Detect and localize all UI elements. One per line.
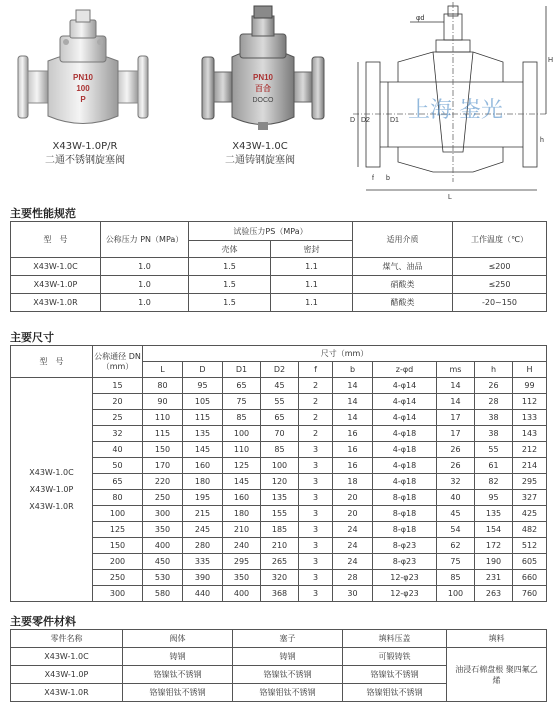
cell: -20~150 (453, 294, 547, 312)
dim-cell: 250 (143, 490, 183, 506)
svg-text:PN10: PN10 (72, 73, 94, 82)
dim-cell: 220 (143, 474, 183, 490)
dim-cell: 145 (183, 442, 223, 458)
dims-col-header: D2 (261, 362, 299, 378)
dim-cell: 4-φ18 (373, 474, 437, 490)
dim-cell: 210 (261, 538, 299, 554)
dim-cell: 400 (223, 586, 261, 602)
cell: X43W-1.0P (11, 276, 101, 294)
dim-cell: 28 (475, 394, 513, 410)
cell: 1.1 (271, 294, 353, 312)
dim-cell: 4-φ18 (373, 426, 437, 442)
materials-table (10, 629, 547, 702)
dim-cell: 482 (513, 522, 547, 538)
dim-cell: 65 (223, 378, 261, 394)
dim-cell: 135 (183, 426, 223, 442)
dim-cell: 530 (143, 570, 183, 586)
dim-cell: 390 (183, 570, 223, 586)
perf-header-shell: 壳体 (189, 241, 271, 258)
cell: 铬镍钛不锈钢 (123, 666, 233, 684)
dim-cell: 160 (223, 490, 261, 506)
dim-cell: 62 (437, 538, 475, 554)
table-row (11, 258, 547, 276)
dim-cell: 185 (261, 522, 299, 538)
stainless-plug-valve-photo (8, 6, 158, 134)
dims-header-model: 型 号 (11, 346, 93, 378)
svg-text:P: P (80, 95, 86, 104)
cell: 1.1 (271, 276, 353, 294)
dims-model-cell (11, 378, 93, 602)
dn-cell: 125 (93, 522, 143, 538)
dim-cell: 2 (299, 394, 333, 410)
dims-header-dn: 公称通径 DN（mm） (93, 346, 143, 378)
dim-cell: 295 (513, 474, 547, 490)
dim-label-d2: D2 (361, 117, 370, 124)
mat-section-title: 主要零件材料 (10, 615, 76, 628)
dim-cell: 38 (475, 426, 513, 442)
dim-cell: 8-φ18 (373, 506, 437, 522)
dim-cell: 245 (183, 522, 223, 538)
dim-cell: 3 (299, 554, 333, 570)
dim-label-d1: D1 (390, 117, 399, 124)
cell: 1.5 (189, 258, 271, 276)
table-row (11, 294, 547, 312)
cell: 铬镍钼钛不锈钢 (233, 684, 343, 702)
dim-cell: 32 (437, 474, 475, 490)
dim-cell: 180 (183, 474, 223, 490)
dn-cell: 65 (93, 474, 143, 490)
dims-col-header: h (475, 362, 513, 378)
dim-cell: 54 (437, 522, 475, 538)
dim-cell: 335 (183, 554, 223, 570)
dim-cell: 61 (475, 458, 513, 474)
valve-section-drawing (348, 2, 556, 202)
dim-cell: 4-φ18 (373, 442, 437, 458)
dim-cell: 425 (513, 506, 547, 522)
cell: 醋酸类 (353, 294, 453, 312)
dim-cell: 450 (143, 554, 183, 570)
dim-cell: 17 (437, 426, 475, 442)
dim-cell: 368 (261, 586, 299, 602)
dim-cell: 8-φ23 (373, 554, 437, 570)
cell: 煤气、油品 (353, 258, 453, 276)
dim-cell: 24 (333, 538, 373, 554)
dim-cell: 2 (299, 426, 333, 442)
dim-cell: 110 (143, 410, 183, 426)
dim-cell: 400 (143, 538, 183, 554)
dim-cell: 70 (261, 426, 299, 442)
dim-cell: 212 (513, 442, 547, 458)
dims-col-header: ms (437, 362, 475, 378)
dn-cell: 20 (93, 394, 143, 410)
cell: 铸钢 (233, 648, 343, 666)
performance-table (10, 221, 547, 312)
dims-col-header: f (299, 362, 333, 378)
dim-cell: 214 (513, 458, 547, 474)
dim-cell: 65 (261, 410, 299, 426)
dim-cell: 160 (183, 458, 223, 474)
dim-cell: 195 (183, 490, 223, 506)
dim-label-d: D (350, 117, 356, 124)
dims-col-header: D (183, 362, 223, 378)
cell: ≤200 (453, 258, 547, 276)
table-row (11, 276, 547, 294)
dn-cell: 32 (93, 426, 143, 442)
dn-cell: 150 (93, 538, 143, 554)
dim-cell: 350 (223, 570, 261, 586)
dim-cell: 115 (183, 410, 223, 426)
dim-cell: 4-φ14 (373, 378, 437, 394)
dim-label-l: L (448, 194, 452, 201)
dim-cell: 760 (513, 586, 547, 602)
dn-cell: 80 (93, 490, 143, 506)
dim-cell: 75 (437, 554, 475, 570)
svg-text:100: 100 (76, 84, 90, 93)
dim-cell: 660 (513, 570, 547, 586)
model-label: X43W-1.0R (29, 502, 74, 511)
dim-cell: 8-φ23 (373, 538, 437, 554)
dim-cell: 320 (261, 570, 299, 586)
perf-header-ps: 试验压力PS（MPa） (189, 222, 353, 241)
dim-cell: 263 (475, 586, 513, 602)
dim-cell: 120 (261, 474, 299, 490)
dim-cell: 14 (333, 410, 373, 426)
dim-label-f: f (372, 175, 374, 182)
dim-cell: 26 (437, 458, 475, 474)
perf-header-model: 型 号 (11, 222, 101, 258)
dim-cell: 12-φ23 (373, 570, 437, 586)
dim-cell: 24 (333, 522, 373, 538)
cell: 1.0 (101, 258, 189, 276)
dim-cell: 100 (261, 458, 299, 474)
dim-cell: 3 (299, 490, 333, 506)
cell: 铸钢 (123, 648, 233, 666)
dim-cell: 85 (223, 410, 261, 426)
table-row (11, 648, 547, 666)
dim-cell: 3 (299, 522, 333, 538)
dim-cell: 115 (143, 426, 183, 442)
cell: X43W-1.0P (11, 666, 123, 684)
dim-cell: 90 (143, 394, 183, 410)
dim-cell: 512 (513, 538, 547, 554)
dim-cell: 14 (333, 378, 373, 394)
dim-cell: 350 (143, 522, 183, 538)
dim-cell: 231 (475, 570, 513, 586)
dim-cell: 605 (513, 554, 547, 570)
dim-label-b: b (386, 175, 390, 182)
dim-cell: 327 (513, 490, 547, 506)
dim-cell: 20 (333, 490, 373, 506)
valve-name: 二通不锈钢旋塞阀 (45, 155, 125, 166)
dn-cell: 250 (93, 570, 143, 586)
dim-cell: 240 (223, 538, 261, 554)
cell: 1.0 (101, 276, 189, 294)
dim-cell: 580 (143, 586, 183, 602)
cell: 铬镍钼钛不锈钢 (123, 684, 233, 702)
cell: 铬镍钼钛不锈钢 (343, 684, 447, 702)
dim-label-phi-d: φd (416, 15, 425, 22)
dims-section-title: 主要尺寸 (10, 331, 54, 344)
valve-model: X43W-1.0P/R (52, 141, 118, 152)
packing-cell: 油浸石棉盘根 聚四氟乙烯 (447, 648, 547, 702)
dim-cell: 38 (475, 410, 513, 426)
dim-label-h-lower: h (540, 137, 544, 144)
dim-cell: 135 (261, 490, 299, 506)
dim-cell: 112 (513, 394, 547, 410)
cell: X43W-1.0C (11, 258, 101, 276)
dim-cell: 80 (143, 378, 183, 394)
dn-cell: 25 (93, 410, 143, 426)
dim-cell: 170 (143, 458, 183, 474)
dim-cell: 26 (475, 378, 513, 394)
dim-cell: 133 (513, 410, 547, 426)
dn-cell: 15 (93, 378, 143, 394)
dims-col-header: D1 (223, 362, 261, 378)
dim-cell: 16 (333, 426, 373, 442)
cell: 1.1 (271, 258, 353, 276)
dim-cell: 125 (223, 458, 261, 474)
dim-cell: 8-φ18 (373, 522, 437, 538)
dim-cell: 18 (333, 474, 373, 490)
dn-cell: 100 (93, 506, 143, 522)
dim-cell: 45 (437, 506, 475, 522)
dim-cell: 280 (183, 538, 223, 554)
dim-cell: 100 (223, 426, 261, 442)
dim-cell: 110 (223, 442, 261, 458)
dims-col-header: H (513, 362, 547, 378)
dim-cell: 45 (261, 378, 299, 394)
dim-cell: 30 (333, 586, 373, 602)
dim-cell: 3 (299, 586, 333, 602)
dim-cell: 17 (437, 410, 475, 426)
dim-cell: 75 (223, 394, 261, 410)
dim-cell: 100 (437, 586, 475, 602)
model-label: X43W-1.0P (29, 485, 74, 494)
dim-cell: 2 (299, 378, 333, 394)
dims-col-header: b (333, 362, 373, 378)
dims-col-header: L (143, 362, 183, 378)
dim-cell: 3 (299, 458, 333, 474)
perf-header-pn: 公称压力 PN（MPa） (101, 222, 189, 258)
mat-header-gland: 填料压盖 (343, 630, 447, 648)
dim-cell: 3 (299, 570, 333, 586)
mat-header-packing: 填料 (447, 630, 547, 648)
dimensions-table (10, 345, 547, 602)
dim-cell: 3 (299, 442, 333, 458)
dim-cell: 14 (437, 378, 475, 394)
dim-cell: 295 (223, 554, 261, 570)
cell: 可锻铸铁 (343, 648, 447, 666)
dim-cell: 26 (437, 442, 475, 458)
dim-cell: 300 (143, 506, 183, 522)
cast-steel-plug-valve-photo (198, 2, 328, 137)
dim-cell: 265 (261, 554, 299, 570)
dim-cell: 16 (333, 458, 373, 474)
cell: ≤250 (453, 276, 547, 294)
dim-cell: 16 (333, 442, 373, 458)
dim-cell: 12-φ23 (373, 586, 437, 602)
dim-cell: 143 (513, 426, 547, 442)
dn-cell: 40 (93, 442, 143, 458)
dim-cell: 82 (475, 474, 513, 490)
dim-cell: 145 (223, 474, 261, 490)
dim-cell: 28 (333, 570, 373, 586)
dim-cell: 4-φ14 (373, 410, 437, 426)
cell: X43W-1.0R (11, 294, 101, 312)
cell: 硝酸类 (353, 276, 453, 294)
dim-cell: 190 (475, 554, 513, 570)
dim-cell: 55 (261, 394, 299, 410)
dim-cell: 95 (475, 490, 513, 506)
dim-cell: 99 (513, 378, 547, 394)
mat-header-part: 零件名称 (11, 630, 123, 648)
dim-cell: 24 (333, 554, 373, 570)
cell: 铬镍钛不锈钢 (343, 666, 447, 684)
dim-cell: 40 (437, 490, 475, 506)
dim-cell: 155 (261, 506, 299, 522)
perf-header-temp: 工作温度（℃） (453, 222, 547, 258)
dim-cell: 14 (333, 394, 373, 410)
dim-cell: 172 (475, 538, 513, 554)
dim-cell: 3 (299, 474, 333, 490)
perf-section-title: 主要性能规范 (10, 207, 76, 220)
dims-col-header: z-φd (373, 362, 437, 378)
dim-cell: 210 (223, 522, 261, 538)
dim-cell: 135 (475, 506, 513, 522)
svg-text:PN10: PN10 (252, 73, 274, 82)
valve-name: 二通铸钢旋塞阀 (225, 155, 295, 166)
dim-cell: 85 (437, 570, 475, 586)
mat-header-body: 阀体 (123, 630, 233, 648)
cell: 1.5 (189, 276, 271, 294)
svg-text:百合: 百合 (255, 84, 271, 93)
cell: X43W-1.0R (11, 684, 123, 702)
dim-cell: 154 (475, 522, 513, 538)
dim-cell: 3 (299, 506, 333, 522)
dim-cell: 2 (299, 410, 333, 426)
cell: X43W-1.0C (11, 648, 123, 666)
dim-cell: 215 (183, 506, 223, 522)
mat-header-plug: 塞子 (233, 630, 343, 648)
dim-cell: 55 (475, 442, 513, 458)
model-label: X43W-1.0C (29, 468, 74, 477)
dim-cell: 150 (143, 442, 183, 458)
dim-cell: 105 (183, 394, 223, 410)
cell: 铬镍钛不锈钢 (233, 666, 343, 684)
cell: 1.0 (101, 294, 189, 312)
dims-header-size: 尺寸（mm） (143, 346, 547, 362)
dim-cell: 180 (223, 506, 261, 522)
dim-cell: 20 (333, 506, 373, 522)
perf-header-medium: 适用介质 (353, 222, 453, 258)
dim-label-h-upper: H (548, 57, 554, 64)
dn-cell: 50 (93, 458, 143, 474)
dim-cell: 440 (183, 586, 223, 602)
perf-header-seal: 密封 (271, 241, 353, 258)
svg-text:DOCO: DOCO (252, 97, 274, 104)
watermark-text: 上海 崟光 (408, 98, 503, 123)
dn-cell: 200 (93, 554, 143, 570)
dn-cell: 300 (93, 586, 143, 602)
dim-cell: 4-φ14 (373, 394, 437, 410)
cell: 1.5 (189, 294, 271, 312)
dim-cell: 8-φ18 (373, 490, 437, 506)
dim-cell: 14 (437, 394, 475, 410)
table-row (11, 378, 547, 394)
dim-cell: 95 (183, 378, 223, 394)
valve-model: X43W-1.0C (232, 141, 288, 152)
dim-cell: 3 (299, 538, 333, 554)
dim-cell: 4-φ18 (373, 458, 437, 474)
dim-cell: 85 (261, 442, 299, 458)
